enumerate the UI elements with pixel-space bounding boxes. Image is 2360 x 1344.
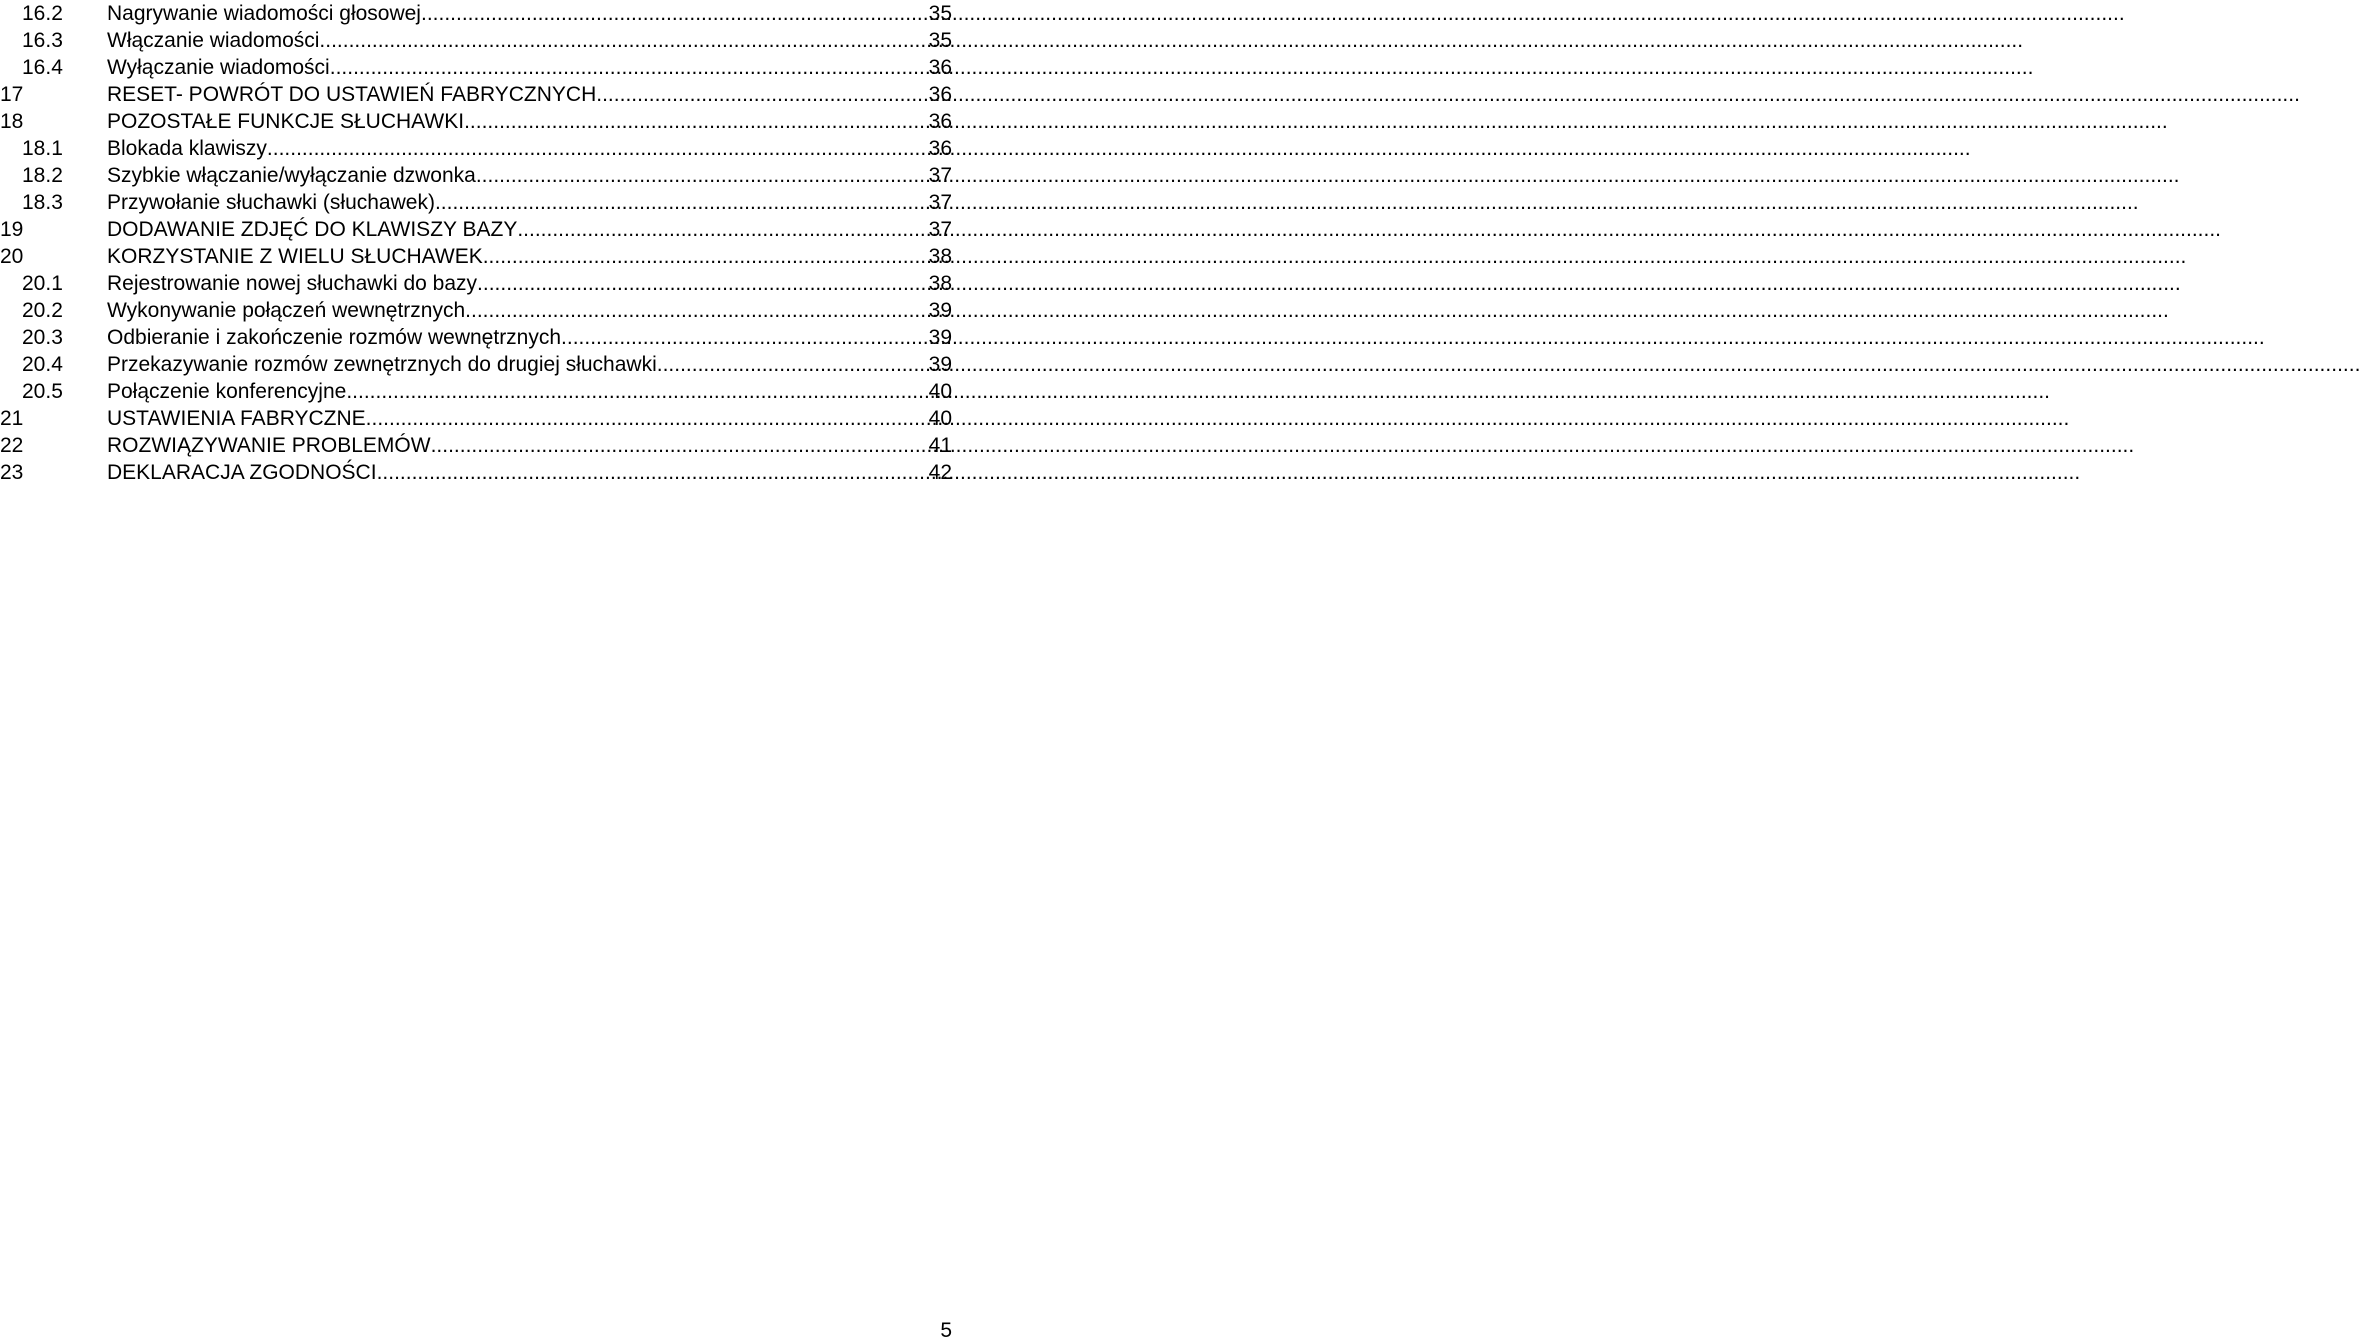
toc-entry-page: 38 [928,272,952,295]
toc-entry-title: Połączenie konferencyjne [107,380,347,403]
toc-entry-title: DODAWANIE ZDJĘĆ DO KLAWISZY BAZY [107,218,518,241]
toc-entry[interactable] [0,189,952,216]
toc-dot-leader [477,270,929,297]
toc-entry-page: 39 [928,299,952,322]
toc-entry-page: 40 [928,380,952,403]
toc-entry-number: 21 [0,407,24,430]
toc-dot-leader [561,324,929,351]
toc-dot-leader [319,27,928,54]
toc-entry-number: 18.2 [22,164,63,187]
toc-entry-number: 18.1 [22,137,63,160]
toc-entry[interactable] [0,243,952,270]
toc-entry-number: 23 [0,461,24,484]
toc-entry-number: 20.2 [22,299,63,322]
toc-entry[interactable] [0,54,952,81]
toc-entry-page: 36 [928,83,952,106]
toc-entry-page: 36 [928,137,952,160]
toc-entry-number: 20 [0,245,24,268]
toc-entry-title: POZOSTAŁE FUNKCJE SŁUCHAWKI [107,110,465,133]
toc-entry-title: DEKLARACJA ZGODNOŚCI [107,461,377,484]
toc-entry[interactable] [0,135,952,162]
toc-entry-page: 38 [928,245,952,268]
toc-dot-leader [366,405,929,432]
page-number: 5 [940,1319,952,1342]
toc-entry-title: Przywołanie słuchawki (słuchawek) [107,191,435,214]
toc-entry[interactable] [0,0,952,27]
toc-entry[interactable] [0,378,952,405]
toc-dot-leader [596,81,928,108]
toc-dot-leader [267,135,929,162]
toc-dot-leader [377,459,929,486]
toc-dot-leader [431,432,929,459]
toc-dot-leader [476,162,929,189]
toc-entry-page: 40 [928,407,952,430]
toc-entry[interactable] [0,297,952,324]
toc-entry-title: KORZYSTANIE Z WIELU SŁUCHAWEK [107,245,483,268]
toc-entry[interactable] [0,108,952,135]
toc-entry-page: 36 [928,110,952,133]
toc-entry[interactable] [0,351,952,378]
toc-entry-title: Wykonywanie połączeń wewnętrznych [107,299,466,322]
toc-entry-title: Rejestrowanie nowej słuchawki do bazy [107,272,478,295]
toc-entry-number: 20.1 [22,272,63,295]
toc-entry-title: USTAWIENIA FABRYCZNE [107,407,366,430]
toc-entry-title: Nagrywanie wiadomości głosowej [107,2,421,25]
toc-entry-number: 19 [0,218,24,241]
toc-entry-title: RESET- POWRÓT DO USTAWIEŃ FABRYCZNYCH [107,83,597,106]
toc-entry[interactable] [0,270,952,297]
toc-dot-leader [435,189,929,216]
toc-entry-title: Blokada klawiszy [107,137,267,160]
toc-entry-number: 20.4 [22,353,63,376]
toc-entry-title: ROZWIĄZYWANIE PROBLEMÓW [107,434,431,457]
toc-entry-page: 35 [928,2,952,25]
toc-entry[interactable] [0,432,952,459]
toc-entry-title: Odbieranie i zakończenie rozmów wewnętrznych [107,326,562,349]
toc-dot-leader [483,243,929,270]
toc-entry[interactable] [0,324,952,351]
toc-entry-title: Włączanie wiadomości [107,29,320,52]
toc-entry-number: 20.5 [22,380,63,403]
toc-entry-number: 20.3 [22,326,63,349]
toc-entry-title: Szybkie włączanie/wyłączanie dzwonka [107,164,476,187]
toc-entry[interactable] [0,459,952,486]
toc-entry-page: 37 [928,164,952,187]
toc-entry-number: 16.2 [22,2,63,25]
toc-entry[interactable] [0,216,952,243]
toc-entry-number: 22 [0,434,24,457]
toc-dot-leader [421,0,929,27]
toc-entry-number: 17 [0,83,24,106]
toc-entry[interactable] [0,81,952,108]
toc-entry-title: Przekazywanie rozmów zewnętrznych do drugiej słuchawki [107,353,657,376]
toc-entry[interactable] [0,405,952,432]
toc-dot-leader [517,216,928,243]
toc-entry-page: 37 [928,218,952,241]
toc-entry[interactable] [0,162,952,189]
toc-dot-leader [465,297,928,324]
toc-dot-leader [346,378,928,405]
toc-dot-leader [330,54,929,81]
toc-entry-page: 36 [928,56,952,79]
toc-dot-leader [657,351,929,378]
table-of-contents [0,0,952,486]
toc-entry-page: 41 [928,434,952,457]
toc-entry-page: 35 [928,29,952,52]
toc-entry-page: 37 [928,191,952,214]
toc-entry-title: Wyłączanie wiadomości [107,56,330,79]
toc-entry-number: 16.4 [22,56,63,79]
toc-entry-page: 39 [928,326,952,349]
toc-entry-number: 16.3 [22,29,63,52]
toc-entry-number: 18 [0,110,24,133]
toc-dot-leader [464,108,929,135]
toc-entry-page: 42 [928,461,952,484]
toc-entry-number: 18.3 [22,191,63,214]
toc-entry-page: 39 [928,353,952,376]
toc-entry[interactable] [0,27,952,54]
